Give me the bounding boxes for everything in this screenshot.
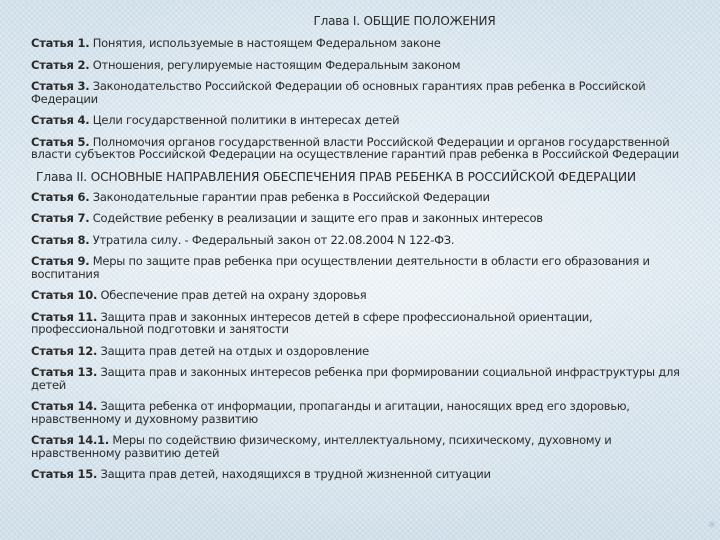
article-number: Статья 3. [31,79,90,93]
article-item [31,114,696,127]
chapter-2-articles [31,191,696,481]
article-number: Статья 7. [31,211,90,225]
slide-corner-mark: * [708,517,716,536]
article-number: Статья 12. [31,343,98,358]
article-title: Защита прав и законных интересов ребенка при формировании социальной инфраструктуры для детей [31,365,680,392]
article-item [31,255,696,280]
chapter-2-heading [31,170,696,185]
article-title: Цели государственной политики в интересах детей [92,113,400,127]
article-number: Статья 11. [31,309,98,324]
chapter-2-prefix: Глава II. [36,169,87,184]
article-number: Статья 9. [31,254,90,268]
article-title: Меры по защите прав ребенка при осуществлении деятельности в области его образования и воспитания [31,254,650,281]
article-number: Статья 10. [31,288,98,302]
article-title: Обеспечение прав детей на охрану здоровья [100,288,367,302]
article-number: Статья 8. [31,232,90,247]
article-number: Статья 4. [31,113,90,127]
article-item [31,191,696,204]
article-number: Статья 13. [31,365,98,379]
article-item [31,234,696,247]
article-title: Полномочия органов государственной власти Российской Федерации и органов государственной власти субъектов Российской Федерации на осуществление гарантий прав ребенка в Российской Федерации [31,134,679,161]
article-title: Защита прав детей на отдых и оздоровление [100,343,369,358]
article-number: Статья 1. [31,36,90,50]
article-item [31,59,696,72]
chapter-1-articles [31,37,696,161]
article-title: Меры по содействию физическому, интеллектуальному, психическому, духовному и нравственному развитию детей [31,433,612,460]
article-item [31,212,696,225]
article-number: Статья 14. [31,399,98,413]
chapter-1-title: ОБЩИЕ ПОЛОЖЕНИЯ [363,14,496,28]
article-number: Статья 15. [31,467,98,481]
chapter-1-heading [31,14,696,29]
article-title: Защита прав и законных интересов детей в сфере профессиональной ориентации, профессиональной подготовки и занятости [31,309,593,336]
article-item [31,345,696,358]
chapter-2-title: ОСНОВНЫЕ НАПРАВЛЕНИЯ ОБЕСПЕЧЕНИЯ ПРАВ РЕБЕНКА В РОССИЙСКОЙ ФЕДЕРАЦИИ [90,169,636,184]
article-item [31,289,696,302]
document-page [31,14,696,490]
article-title: Отношения, регулируемые настоящим Федеральным законом [92,57,461,72]
article-number: Статья 6. [31,189,90,204]
article-item [31,468,696,481]
article-item [31,80,696,105]
article-item [31,136,696,161]
article-title: Понятия, используемые в настоящем Федеральном законе [92,36,441,50]
article-number: Статья 2. [31,57,90,72]
article-item [31,311,696,336]
article-item [31,37,696,50]
chapter-1-prefix: Глава I. [313,14,360,28]
article-title: Содействие ребенку в реализации и защите его прав и законных интересов [92,211,543,225]
article-title: Законодательные гарантии прав ребенка в Российской Федерации [92,189,490,204]
article-number: Статья 14.1. [31,433,109,447]
article-title: Законодательство Российской Федерации об основных гарантиях прав ребенка в Российской Федерации [31,79,646,106]
article-number: Статья 5. [31,134,90,149]
article-title: Защита прав детей, находящихся в трудной жизненной ситуации [100,467,491,481]
article-item [31,366,696,391]
article-item [31,434,696,459]
article-item [31,400,696,425]
article-title: Утратила силу. - Федеральный закон от 22.08.2004 N 122-ФЗ. [92,232,455,247]
article-title: Защита ребенка от информации, пропаганды и агитации, наносящих вред его здоровью, нравственному и духовному развитию [31,399,630,426]
